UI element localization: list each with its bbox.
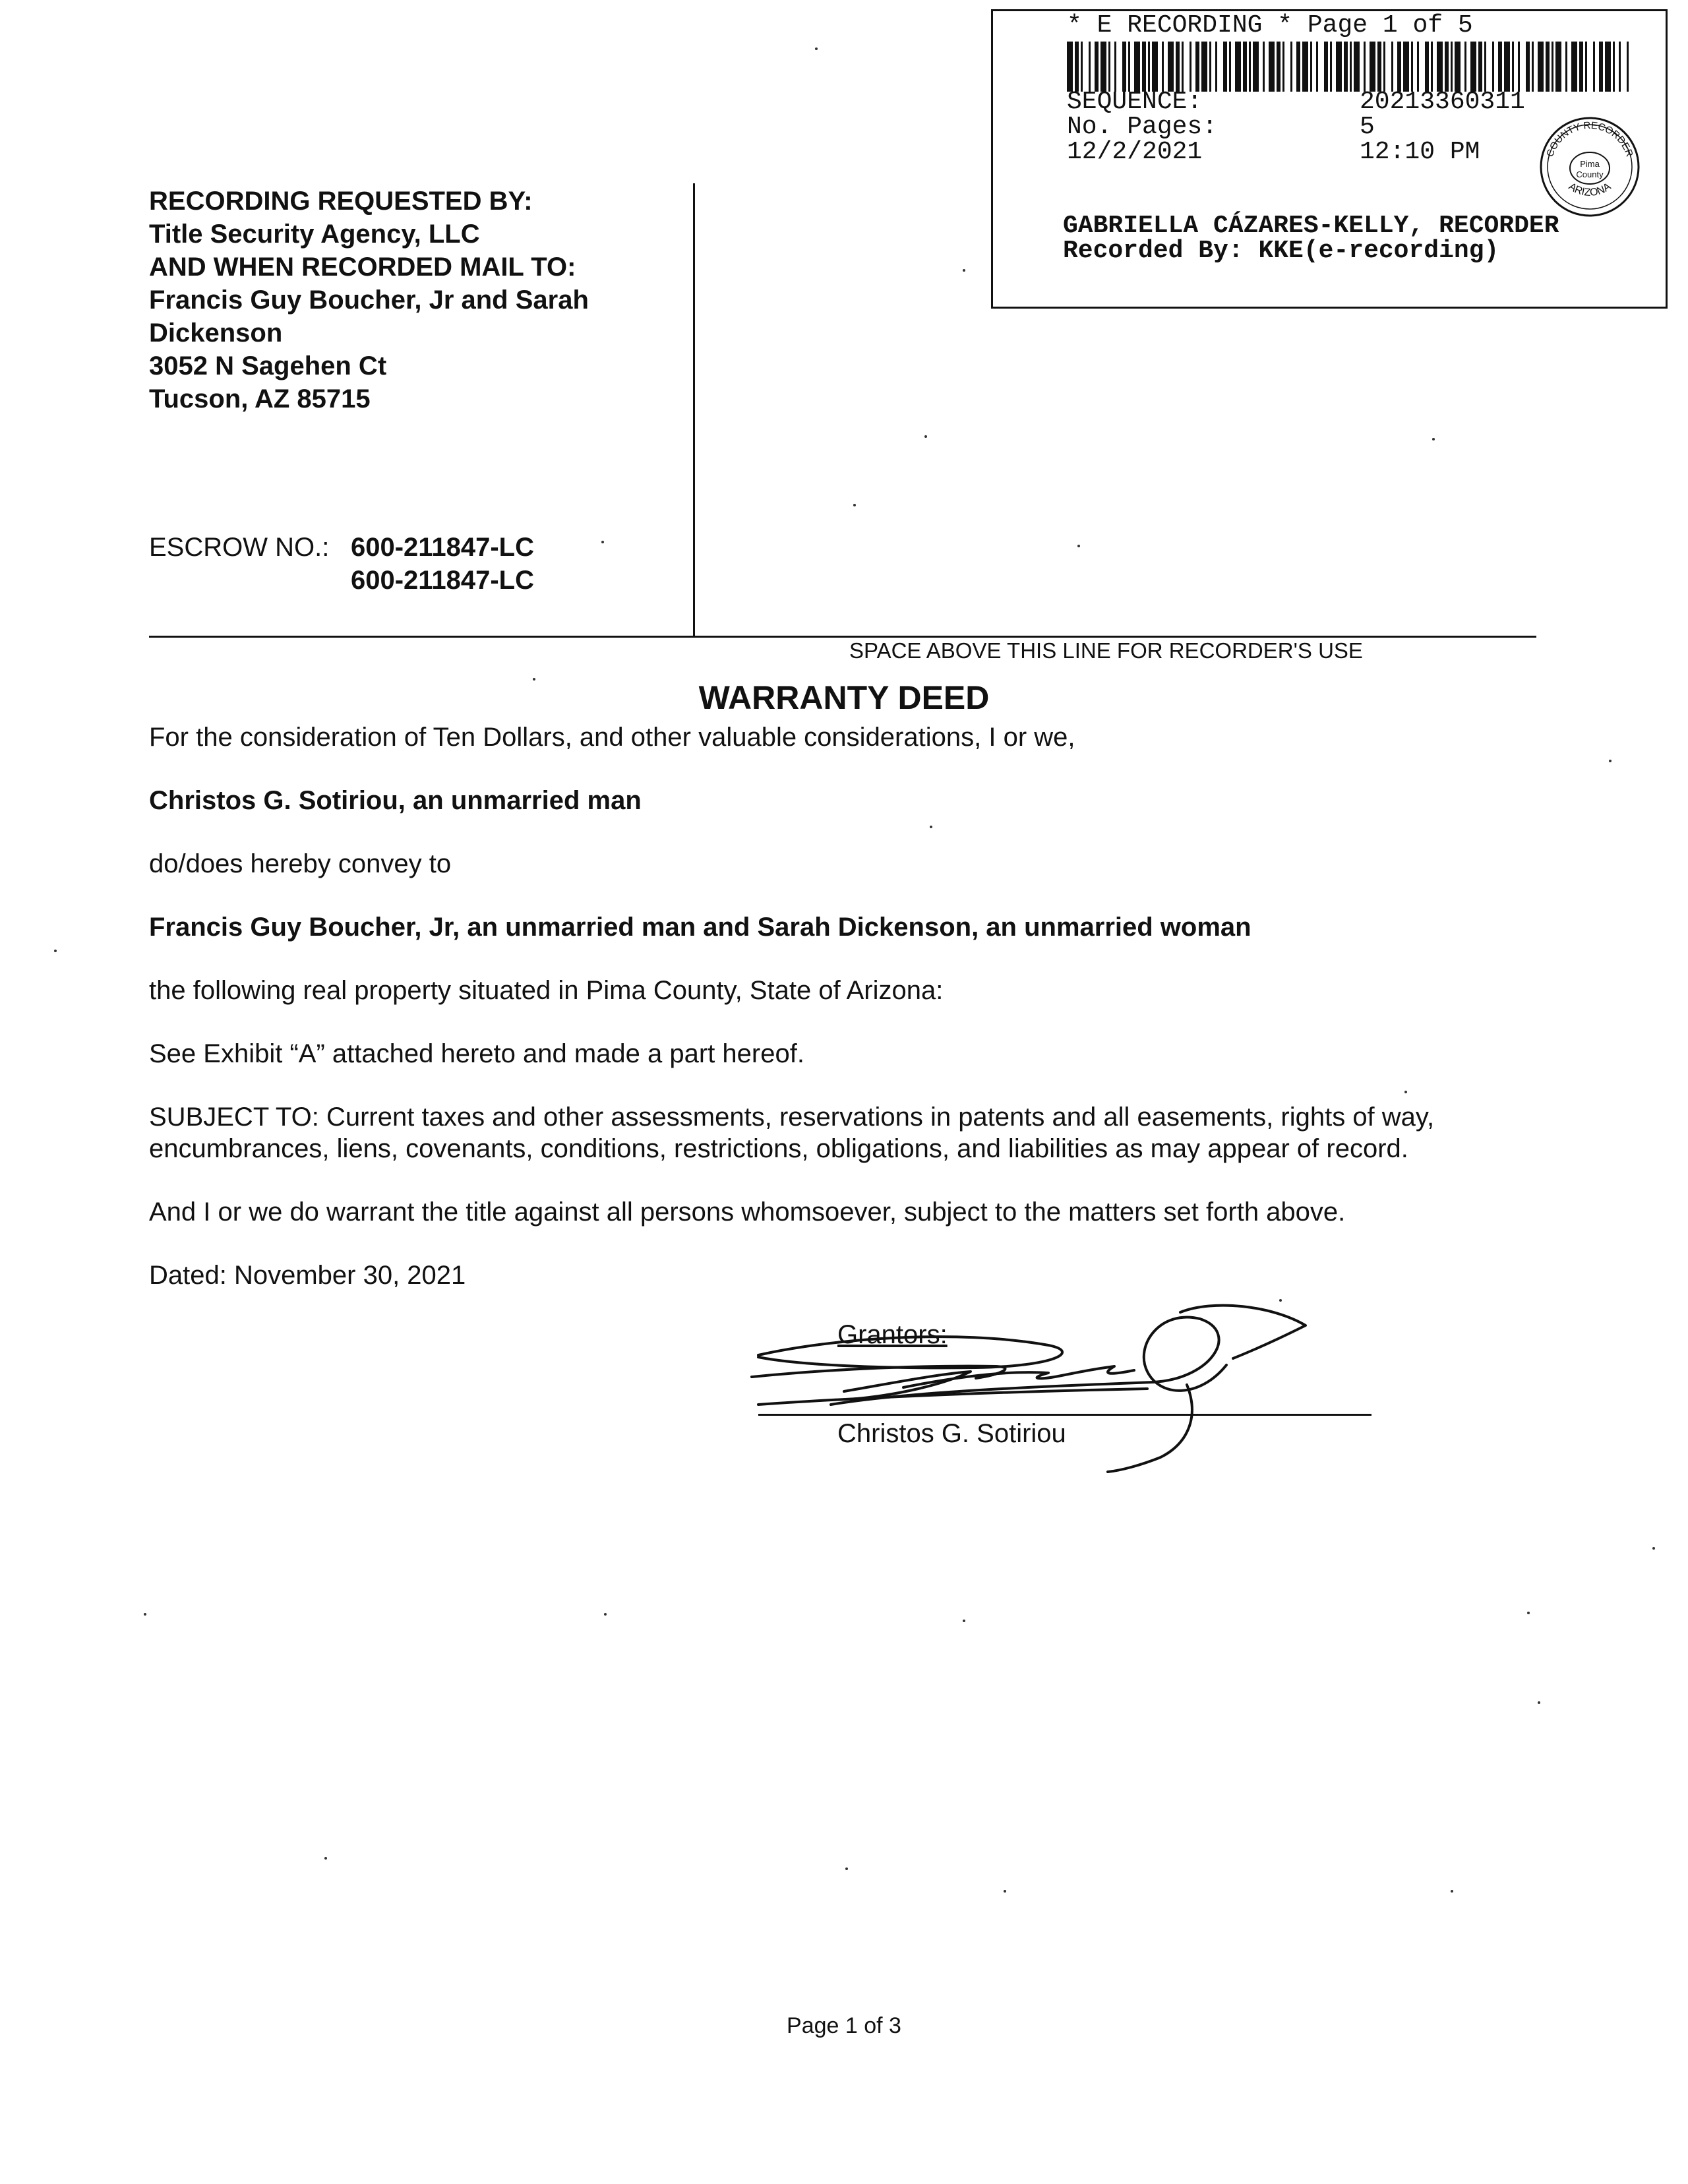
scan-speck (853, 504, 856, 506)
barcode (1067, 42, 1629, 92)
scan-speck (1432, 438, 1435, 440)
recorder-stamp (991, 9, 1668, 309)
scan-speck (1077, 545, 1080, 547)
scan-speck (1538, 1701, 1540, 1704)
scan-speck (1451, 1890, 1453, 1893)
svg-text:ARIZONA: ARIZONA (1566, 181, 1613, 199)
subject-to-line-2: encumbrances, liens, covenants, conditions, restrictions, obligations, and liabilities as may appear of record. (149, 1134, 1408, 1163)
exhibit-text: See Exhibit “A” attached hereto and made a part hereof. (149, 1039, 804, 1068)
sequence-value: 20213360311 (1360, 88, 1525, 116)
consideration-text: For the consideration of Ten Dollars, and other valuable considerations, I or we, (149, 723, 1075, 752)
mail-to-line-1: Francis Guy Boucher, Jr and Sarah (149, 286, 589, 315)
scan-speck (324, 1857, 327, 1860)
grantees-text: Francis Guy Boucher, Jr, an unmarried man and Sarah Dickenson, an unmarried woman (149, 913, 1251, 942)
scan-speck (1004, 1890, 1006, 1893)
convey-text: do/does hereby convey to (149, 849, 452, 878)
subject-to-line-1: SUBJECT TO: Current taxes and other assessments, reservations in patents and all easements, rights of way, (149, 1103, 1435, 1132)
recorder-space-line (149, 636, 1536, 638)
recorded-by: Recorded By: KKE(e-recording) (1063, 237, 1499, 265)
scan-speck (963, 269, 965, 272)
scan-speck (54, 950, 57, 952)
address-line-1: 3052 N Sagehen Ct (149, 351, 387, 380)
scan-speck (1404, 1091, 1407, 1093)
page-number: Page 1 of 3 (787, 2013, 901, 2038)
requested-by-label: RECORDING REQUESTED BY: (149, 187, 533, 216)
pages-label: No. Pages: (1067, 113, 1218, 141)
svg-text:County: County (1576, 169, 1604, 179)
address-line-2: Tucson, AZ 85715 (149, 384, 371, 413)
scan-speck (604, 1613, 607, 1616)
mail-to-label: AND WHEN RECORDED MAIL TO: (149, 253, 576, 282)
signature-line (758, 1414, 1372, 1416)
recorder-use-note: SPACE ABOVE THIS LINE FOR RECORDER'S USE (849, 638, 1363, 663)
recorder-name: GABRIELLA CÁZARES-KELLY, RECORDER (1063, 212, 1559, 240)
grantors-label: Grantors: (837, 1320, 948, 1349)
escrow-label: ESCROW NO.: (149, 533, 330, 562)
grantor-signature-icon (738, 1292, 1332, 1477)
scan-speck (963, 1620, 965, 1622)
svg-text:Pima: Pima (1580, 159, 1600, 169)
signer-name: Christos G. Sotiriou (837, 1419, 1066, 1448)
warrant-text: And I or we do warrant the title against all persons whomsoever, subject to the matters set forth above. (149, 1198, 1346, 1227)
svg-text:COUNTY RECORDER: COUNTY RECORDER (1544, 119, 1635, 159)
mail-to-line-2: Dickenson (149, 318, 283, 348)
pages-value: 5 (1360, 113, 1375, 141)
scan-speck (1652, 1547, 1655, 1550)
sequence-label: SEQUENCE: (1067, 88, 1203, 116)
scan-speck (924, 435, 927, 438)
scan-speck (144, 1613, 146, 1616)
requested-by: Title Security Agency, LLC (149, 220, 480, 249)
stamp-title: * E RECORDING * Page 1 of 5 (1067, 11, 1473, 40)
scan-speck (845, 1867, 848, 1870)
escrow-number-1: 600-211847-LC (351, 533, 534, 562)
scan-speck (815, 47, 818, 50)
county-recorder-seal-icon (1537, 114, 1643, 220)
record-time: 12:10 PM (1360, 138, 1480, 166)
property-text: the following real property situated in Pima County, State of Arizona: (149, 976, 944, 1005)
record-date: 12/2/2021 (1067, 138, 1203, 166)
scan-speck (601, 541, 604, 543)
grantor-text: Christos G. Sotiriou, an unmarried man (149, 786, 642, 815)
escrow-number-2: 600-211847-LC (351, 566, 534, 595)
header-divider-vertical (693, 183, 695, 637)
scan-speck (930, 826, 932, 828)
deed-title: WARRANTY DEED (698, 679, 990, 716)
scan-speck (533, 678, 535, 681)
scan-speck (1609, 760, 1612, 762)
scan-speck (1279, 1299, 1282, 1302)
dated-text: Dated: November 30, 2021 (149, 1261, 466, 1290)
scan-speck (1527, 1612, 1530, 1614)
